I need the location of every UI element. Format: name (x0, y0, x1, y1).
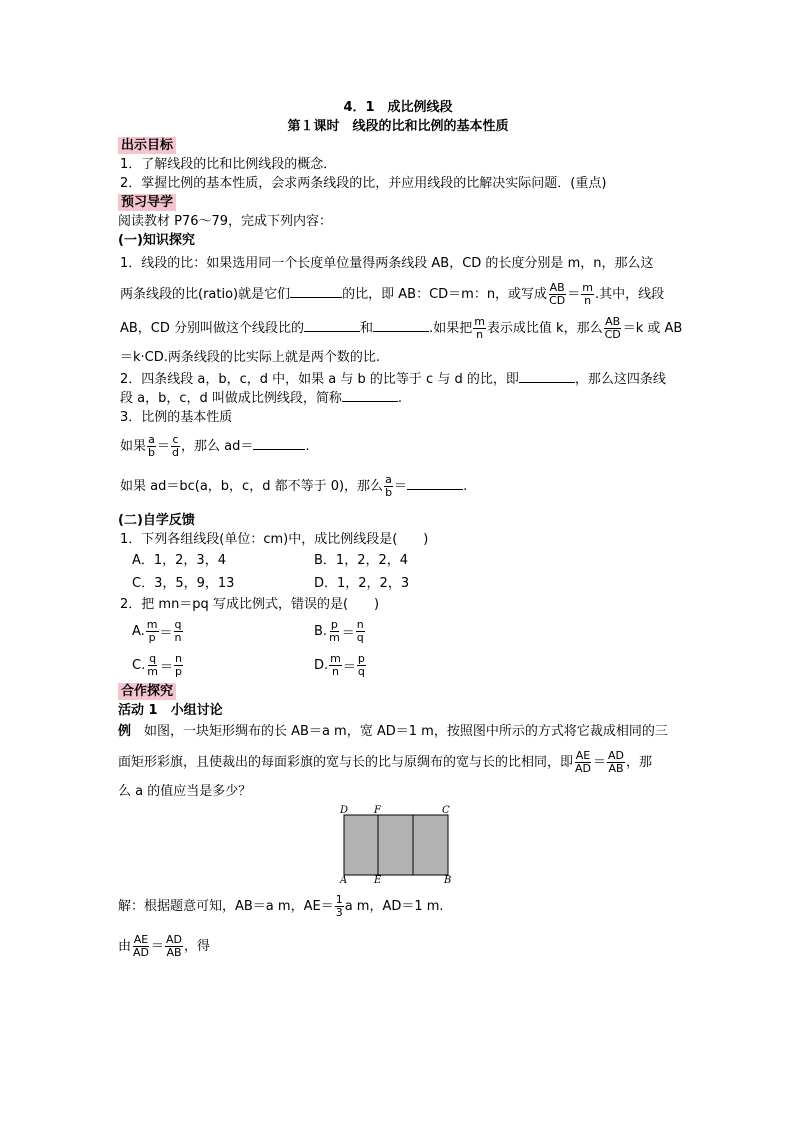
paragraph: 两条线段的比(ratio)就是它们 的比，即 AB：CD＝m：n，或写成 $\frac{AB}{CD}$ ＝ $\frac{m}{n}$ .其中，线段 (120, 281, 665, 307)
options-row (118, 549, 678, 572)
fraction: $\frac{1}{3}$ (335, 893, 343, 919)
answer-blank[interactable] (290, 285, 342, 298)
label-c: C (442, 805, 450, 816)
example-text: 面矩形彩旗，且使裁出的每面彩旗的宽与长的比与原绸布的宽与长的比相同，即 $\frac{AE}{AD}$ ＝ $\frac{AD}{AB}$ ，那 (118, 749, 653, 775)
part1-title: (一)知识探究 (118, 233, 195, 248)
fraction: $\frac{c}{d}$ (172, 433, 179, 459)
fraction: $\frac{q}{m}$ (147, 651, 158, 678)
lesson-subtitle: 第１课时 线段的比和比例的基本性质 (287, 119, 509, 134)
fraction: $\frac{n}{p}$ (174, 651, 182, 678)
option[interactable]: D. $\frac{m}{n}$ ＝ $\frac{p}{q}$ (314, 651, 365, 678)
lesson-title: 4．1 成比例线段 (343, 100, 453, 115)
document-page (118, 98, 683, 967)
fraction: $\frac{AD}{AB}$ (166, 933, 183, 959)
preview-intro: 阅读教材 P76～79，完成下列内容： (118, 214, 333, 229)
paragraph: 如果 ad＝bc(a，b，c，d 都不等于 0)，那么 $\frac{a}{b}$ ＝ . (120, 473, 468, 499)
label-e: E (374, 875, 382, 883)
option[interactable]: D．1，2，2，3 (314, 576, 410, 591)
fraction: $\frac{m}{n}$ (330, 651, 341, 678)
fraction: $\frac{q}{n}$ (174, 617, 182, 644)
option[interactable]: B. $\frac{p}{m}$ ＝ $\frac{n}{q}$ (314, 617, 364, 644)
answer-blank[interactable] (407, 477, 463, 490)
paragraph: 段 a，b，c，d 叫做成比例线段，简称 . (120, 391, 403, 406)
fraction: $\frac{AB}{CD}$ (549, 281, 566, 307)
answer-blank[interactable] (373, 319, 429, 332)
fraction: $\frac{n}{q}$ (356, 617, 364, 644)
goal-item: 2．掌握比例的基本性质，会求两条线段的比，并应用线段的比解决实际问题．(重点) (120, 176, 607, 191)
question: 2．把 mn＝pq 写成比例式，错误的是( ) (120, 597, 380, 612)
option[interactable]: A. $\frac{m}{p}$ ＝ $\frac{q}{n}$ (132, 617, 182, 644)
section-preview-header: 预习导学 (118, 194, 176, 211)
section-coop-header: 合作探究 (118, 683, 176, 700)
paragraph: 如果 $\frac{a}{b}$ ＝ $\frac{c}{d}$ ，那么 ad＝ . (120, 433, 310, 459)
label-f: F (374, 805, 381, 816)
fraction: $\frac{m}{n}$ (474, 315, 485, 341)
rectangle-diagram (336, 805, 452, 883)
paragraph: 1．线段的比：如果选用同一个长度单位量得两条线段 AB，CD 的长度分别是 m，n，那么这 (120, 256, 654, 271)
options-row (118, 572, 678, 595)
label-a: A (340, 875, 348, 883)
fraction: $\frac{AD}{AB}$ (608, 749, 625, 775)
answer-blank[interactable] (253, 437, 305, 450)
paragraph: 2．四条线段 a，b，c，d 中，如果 a 与 b 的比等于 c 与 d 的比，即 ，那么这四条线 (120, 372, 666, 387)
fraction: $\frac{p}{q}$ (357, 651, 365, 678)
solution-text: 解：根据题意可知，AB＝a m，AE＝ $\frac{1}{3}$ a m，AD＝1 m. (118, 893, 444, 919)
answer-blank[interactable] (304, 319, 360, 332)
fraction: $\frac{a}{b}$ (148, 433, 155, 459)
goal-item: 1．了解线段的比和比例线段的概念． (120, 157, 337, 172)
paragraph: 3．比例的基本性质 (120, 410, 233, 425)
paragraph: AB，CD 分别叫做这个线段比的 和 .如果把 $\frac{m}{n}$ 表示成比值 k，那么 $\frac{AB}{CD}$ ＝k 或 AB (120, 315, 683, 341)
option[interactable]: B．1，2，2，4 (314, 553, 409, 568)
paragraph: ＝k·CD.两条线段的比实际上就是两个数的比. (120, 350, 381, 365)
label-b: B (444, 875, 452, 883)
label-d: D (340, 805, 349, 816)
answer-blank[interactable] (342, 389, 398, 402)
option[interactable]: C. $\frac{q}{m}$ ＝ $\frac{n}{p}$ (132, 651, 182, 678)
question: 1．下列各组线段(单位：cm)中，成比例线段是( ) (120, 532, 429, 547)
fraction: $\frac{AE}{AD}$ (575, 749, 592, 775)
fraction: $\frac{m}{n}$ (582, 281, 593, 307)
example-text: 么 a 的值应当是多少？ (118, 784, 252, 799)
cloth-rectangle (344, 815, 448, 875)
fraction: $\frac{p}{m}$ (329, 617, 340, 644)
fraction: $\frac{m}{p}$ (146, 617, 158, 644)
section-goals-header: 出示目标 (118, 137, 176, 154)
answer-blank[interactable] (519, 370, 575, 383)
options-row (118, 648, 678, 682)
activity-title: 活动 1 小组讨论 (118, 703, 223, 718)
part2-title: (二)自学反馈 (118, 513, 195, 528)
fraction: $\frac{a}{b}$ (385, 473, 393, 499)
solution-text: 由 $\frac{AE}{AD}$ ＝ $\frac{AD}{AB}$ ，得 (118, 933, 211, 959)
fraction: $\frac{AB}{CD}$ (604, 315, 621, 341)
fraction: $\frac{AE}{AD}$ (133, 933, 150, 959)
example-text: 例 如图，一块矩形绸布的长 AB＝a m，宽 AD＝1 m，按照图中所示的方式将它裁成相同的三 (118, 724, 668, 739)
options-row (118, 614, 678, 648)
option[interactable]: C．3，5，9，13 (132, 576, 235, 591)
option[interactable]: A．1，2，3，4 (132, 553, 226, 568)
